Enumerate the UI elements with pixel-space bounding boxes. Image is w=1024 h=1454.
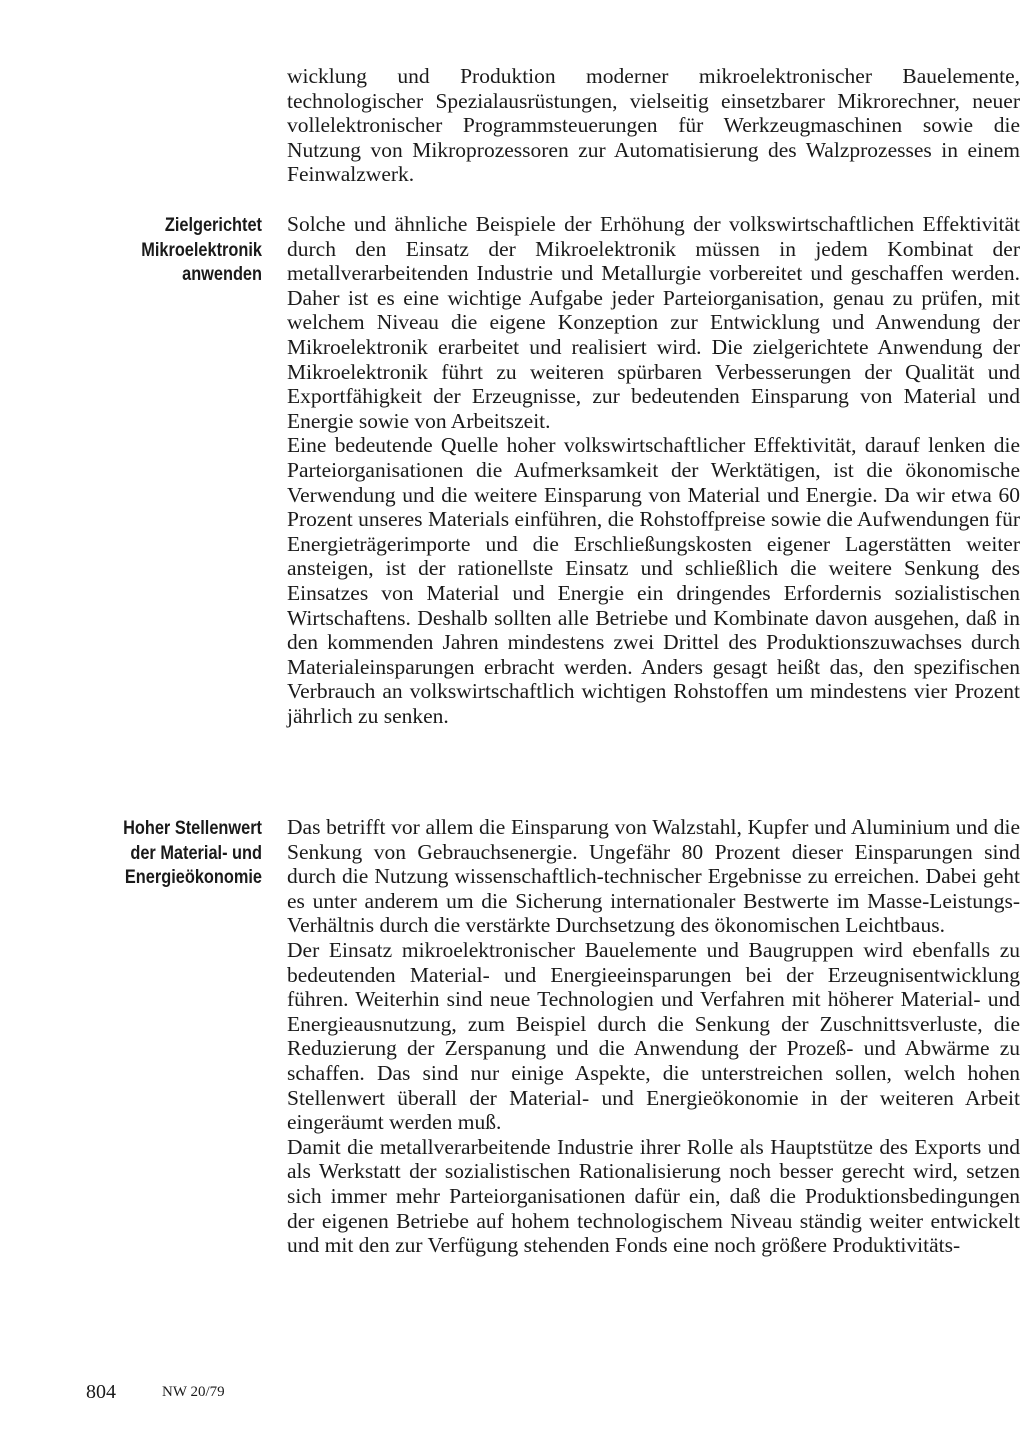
sidenote-line: Zielgerichtet <box>164 215 262 236</box>
sidenote-energieoekonomie <box>73 817 262 891</box>
sidenote-line: Hoher Stellenwert <box>123 818 262 839</box>
sidenote-line: Mikroelektronik <box>141 239 262 261</box>
body-section-energieoekonomie <box>287 815 1020 1258</box>
journal-reference: NW 20/79 <box>162 1384 225 1400</box>
body-section-mikroelektronik <box>287 212 1020 728</box>
sidenote-line: Energieökonomie <box>124 867 262 888</box>
paragraph: Solche und ähnliche Beispiele der Erhöhung der volkswirtschaftlichen Effektivität durch den Einsatz der Mikroelektronik müssen in jedem Kombinat der metallverarbeitenden Industrie und Metallurgie vorbereitet und geschaffen werden. Daher ist es eine wichtige Aufgabe jeder Parteiorganisation, genau zu prüfen, mit welchem Niveau die eigene Konzeption zur Entwicklung und Anwendung der Mikroelektronik erarbeitet und realisiert wird. Die zielgerichtete Anwendung der Mikroelektronik führt zu weiteren spürbaren Verbesserungen der Qualität und Exportfähigkeit der Erzeugnisse, zur bedeutenden Einsparung von Material und Energie sowie von Arbeitszeit. <box>287 212 1020 433</box>
paragraph: Damit die metallverarbeitende Industrie ihrer Rolle als Hauptstütze des Exports und als Werkstatt der sozialistischen Rationalisierung noch besser gerecht wird, setzen sich immer mehr Parteiorganisationen dafür ein, daß die Produktionsbedingungen der eigenen Betriebe auf hohem technologischem Niveau ständig weiter entwickelt und mit den zur Verfügung stehenden Fonds eine noch größere Produktivitäts- <box>287 1134 1020 1258</box>
paragraph: Eine bedeutende Quelle hoher volkswirtschaftlicher Effektivität, darauf lenken die Parteiorganisationen die Aufmerksamkeit der Werktätigen, ist die ökonomische Verwendung und die weitere Einsparung von Material und Energie. Da wir etwa 60 Prozent unseres Materials einführen, die Rohstoffpreise sowie die Aufwendungen für Energieträgerimporte und die Erschließungskosten eigener Lagerstätten weiter ansteigen, ist der rationellste Einsatz und schließlich die weitere Senkung des Einsatzes von Material und Energie ein dringendes Erfordernis sozialistischen Wirtschaftens. Deshalb sollten alle Betriebe und Kombinate davon ausgehen, daß in den kommenden Jahren mindestens zwei Drittel des Produktionszuwachses durch Materialeinsparungen erbracht werden. Anders gesagt heißt das, den spezifischen Verbrauch an volkswirtschaftlich wichtigen Rohstoffen um mindestens vier Prozent jährlich zu senken. <box>287 433 1020 728</box>
paragraph: Der Einsatz mikroelektronischer Bauelemente und Baugruppen wird ebenfalls zu bedeutenden Material- und Energieeinsparungen bei der Erzeugnisentwicklung führen. Weiterhin sind neue Technologien und Verfahren mit höherer Material- und Energieausnutzung, zum Beispiel durch die Senkung der Zuschnittsverluste, die Reduzierung der Zerspanung und die Anwendung der Prozeß- und Abwärme zu schaffen. Das sind nur einige Aspekte, die unterstreichen sollen, welch hohen Stellenwert überall der Material- und Energieökonomie in der weiteren Arbeit eingeräumt werden muß. <box>287 937 1020 1135</box>
sidenote-line: der Material- und <box>130 842 262 864</box>
sidenote-mikroelektronik <box>73 214 262 288</box>
paragraph: wicklung und Produktion moderner mikroelektronischer Bauelemente, technologischer Spezialausrüstungen, vielseitig einsetzbarer Mikrorechner, neuer vollelektronischer Programmsteuerungen für Werkzeugmaschinen sowie die Nutzung von Mikroprozessoren zur Automatisierung des Walzprozesses in einem Feinwalzwerk. <box>287 64 1020 187</box>
body-section-intro <box>287 64 1020 187</box>
paragraph: Das betrifft vor allem die Einsparung von Walzstahl, Kupfer und Aluminium und die Senkung von Gebrauchsenergie. Ungefähr 80 Prozent dieser Einsparungen sind durch die Nutzung wissenschaftlich-technischer Ergebnisse zu erreichen. Dabei geht es unter anderem um die Sicherung internationaler Bestwerte im Masse-Leistungs-Verhältnis durch die verstärkte Durchsetzung des ökonomischen Leichtbaus. <box>287 815 1020 938</box>
sidenote-line: anwenden <box>182 264 262 285</box>
page-number: 804 <box>86 1381 116 1403</box>
